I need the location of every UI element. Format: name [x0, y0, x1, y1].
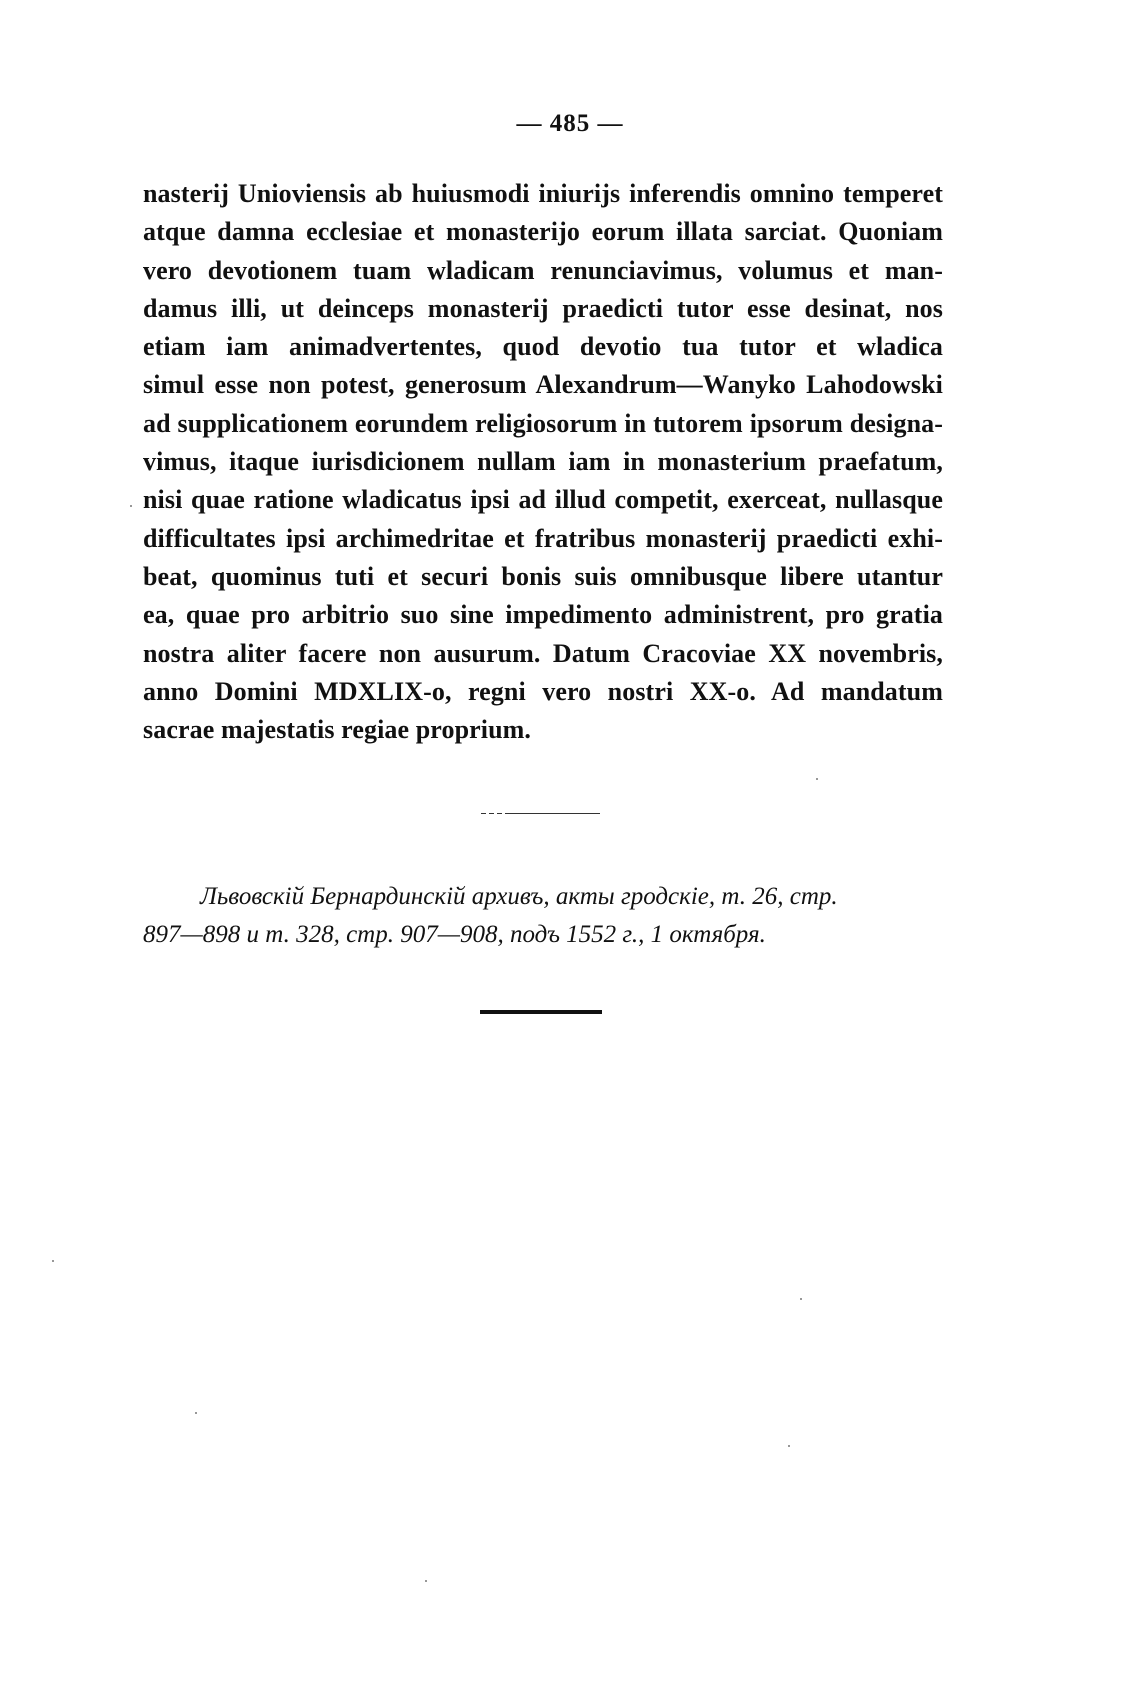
- section-divider-dash: [478, 812, 508, 815]
- body-line: simul esse non potest, generosum Alexandrum—Wanyko Lahodowski: [143, 370, 943, 400]
- body-line: nasterij Unioviensis ab huiusmodi iniurijs inferendis omnino temperet: [143, 179, 943, 208]
- scan-speck: [788, 1445, 790, 1447]
- source-line: 897—898 и т. 328, стр. 907—908, подъ 1552 г., 1 октября.: [143, 921, 766, 948]
- body-line: damus illi, ut deinceps monasterij praedicti tutor esse desinat, nos: [143, 293, 943, 323]
- body-line: vero devotionem tuam wladicam renunciavimus, volumus et man-: [143, 255, 943, 285]
- body-line: anno Domini MDXLIX-o, regni vero nostri XX-o. Ad mandatum: [143, 676, 943, 706]
- body-line: etiam iam animadvertentes, quod devotio tua tutor et wladica: [143, 332, 943, 362]
- scan-speck: [52, 1260, 54, 1262]
- body-line: sacrae majestatis regiae proprium.: [143, 715, 532, 745]
- source-line: Львовскій Бернардинскій архивъ, акты гродскіе, т. 26, стр.: [200, 883, 838, 910]
- body-line: ad supplicationem eorundem religiosorum in tutorem ipsorum designa-: [143, 408, 943, 438]
- source-citation: [143, 878, 943, 954]
- body-text: [143, 175, 943, 749]
- body-line: ea, quae pro arbitrio suo sine impedimento administrent, pro gratia: [143, 600, 943, 630]
- end-rule: [480, 1010, 602, 1014]
- scan-speck: [130, 505, 132, 507]
- page-number: — 485 —: [516, 110, 624, 137]
- scan-speck: [816, 778, 818, 780]
- scan-speck: [195, 1412, 197, 1414]
- body-line: nostra aliter facere non ausurum. Datum Cracoviae XX novembris,: [143, 638, 943, 668]
- body-line: vimus, itaque iurisdicionem nullam iam in monasterium praefatum,: [143, 447, 943, 477]
- scan-speck: [800, 1298, 802, 1300]
- body-line: beat, quominus tuti et securi bonis suis omnibusque libere utantur: [143, 561, 943, 591]
- body-line: atque damna ecclesiae et monasterijo eorum illata sarciat. Quoniam: [143, 217, 943, 247]
- scan-speck: [425, 1580, 427, 1582]
- body-line: difficultates ipsi archimedritae et fratribus monasterij praedicti exhi-: [143, 523, 943, 553]
- body-line: nisi quae ratione wladicatus ipsi ad illud competit, exerceat, nullasque: [143, 485, 943, 515]
